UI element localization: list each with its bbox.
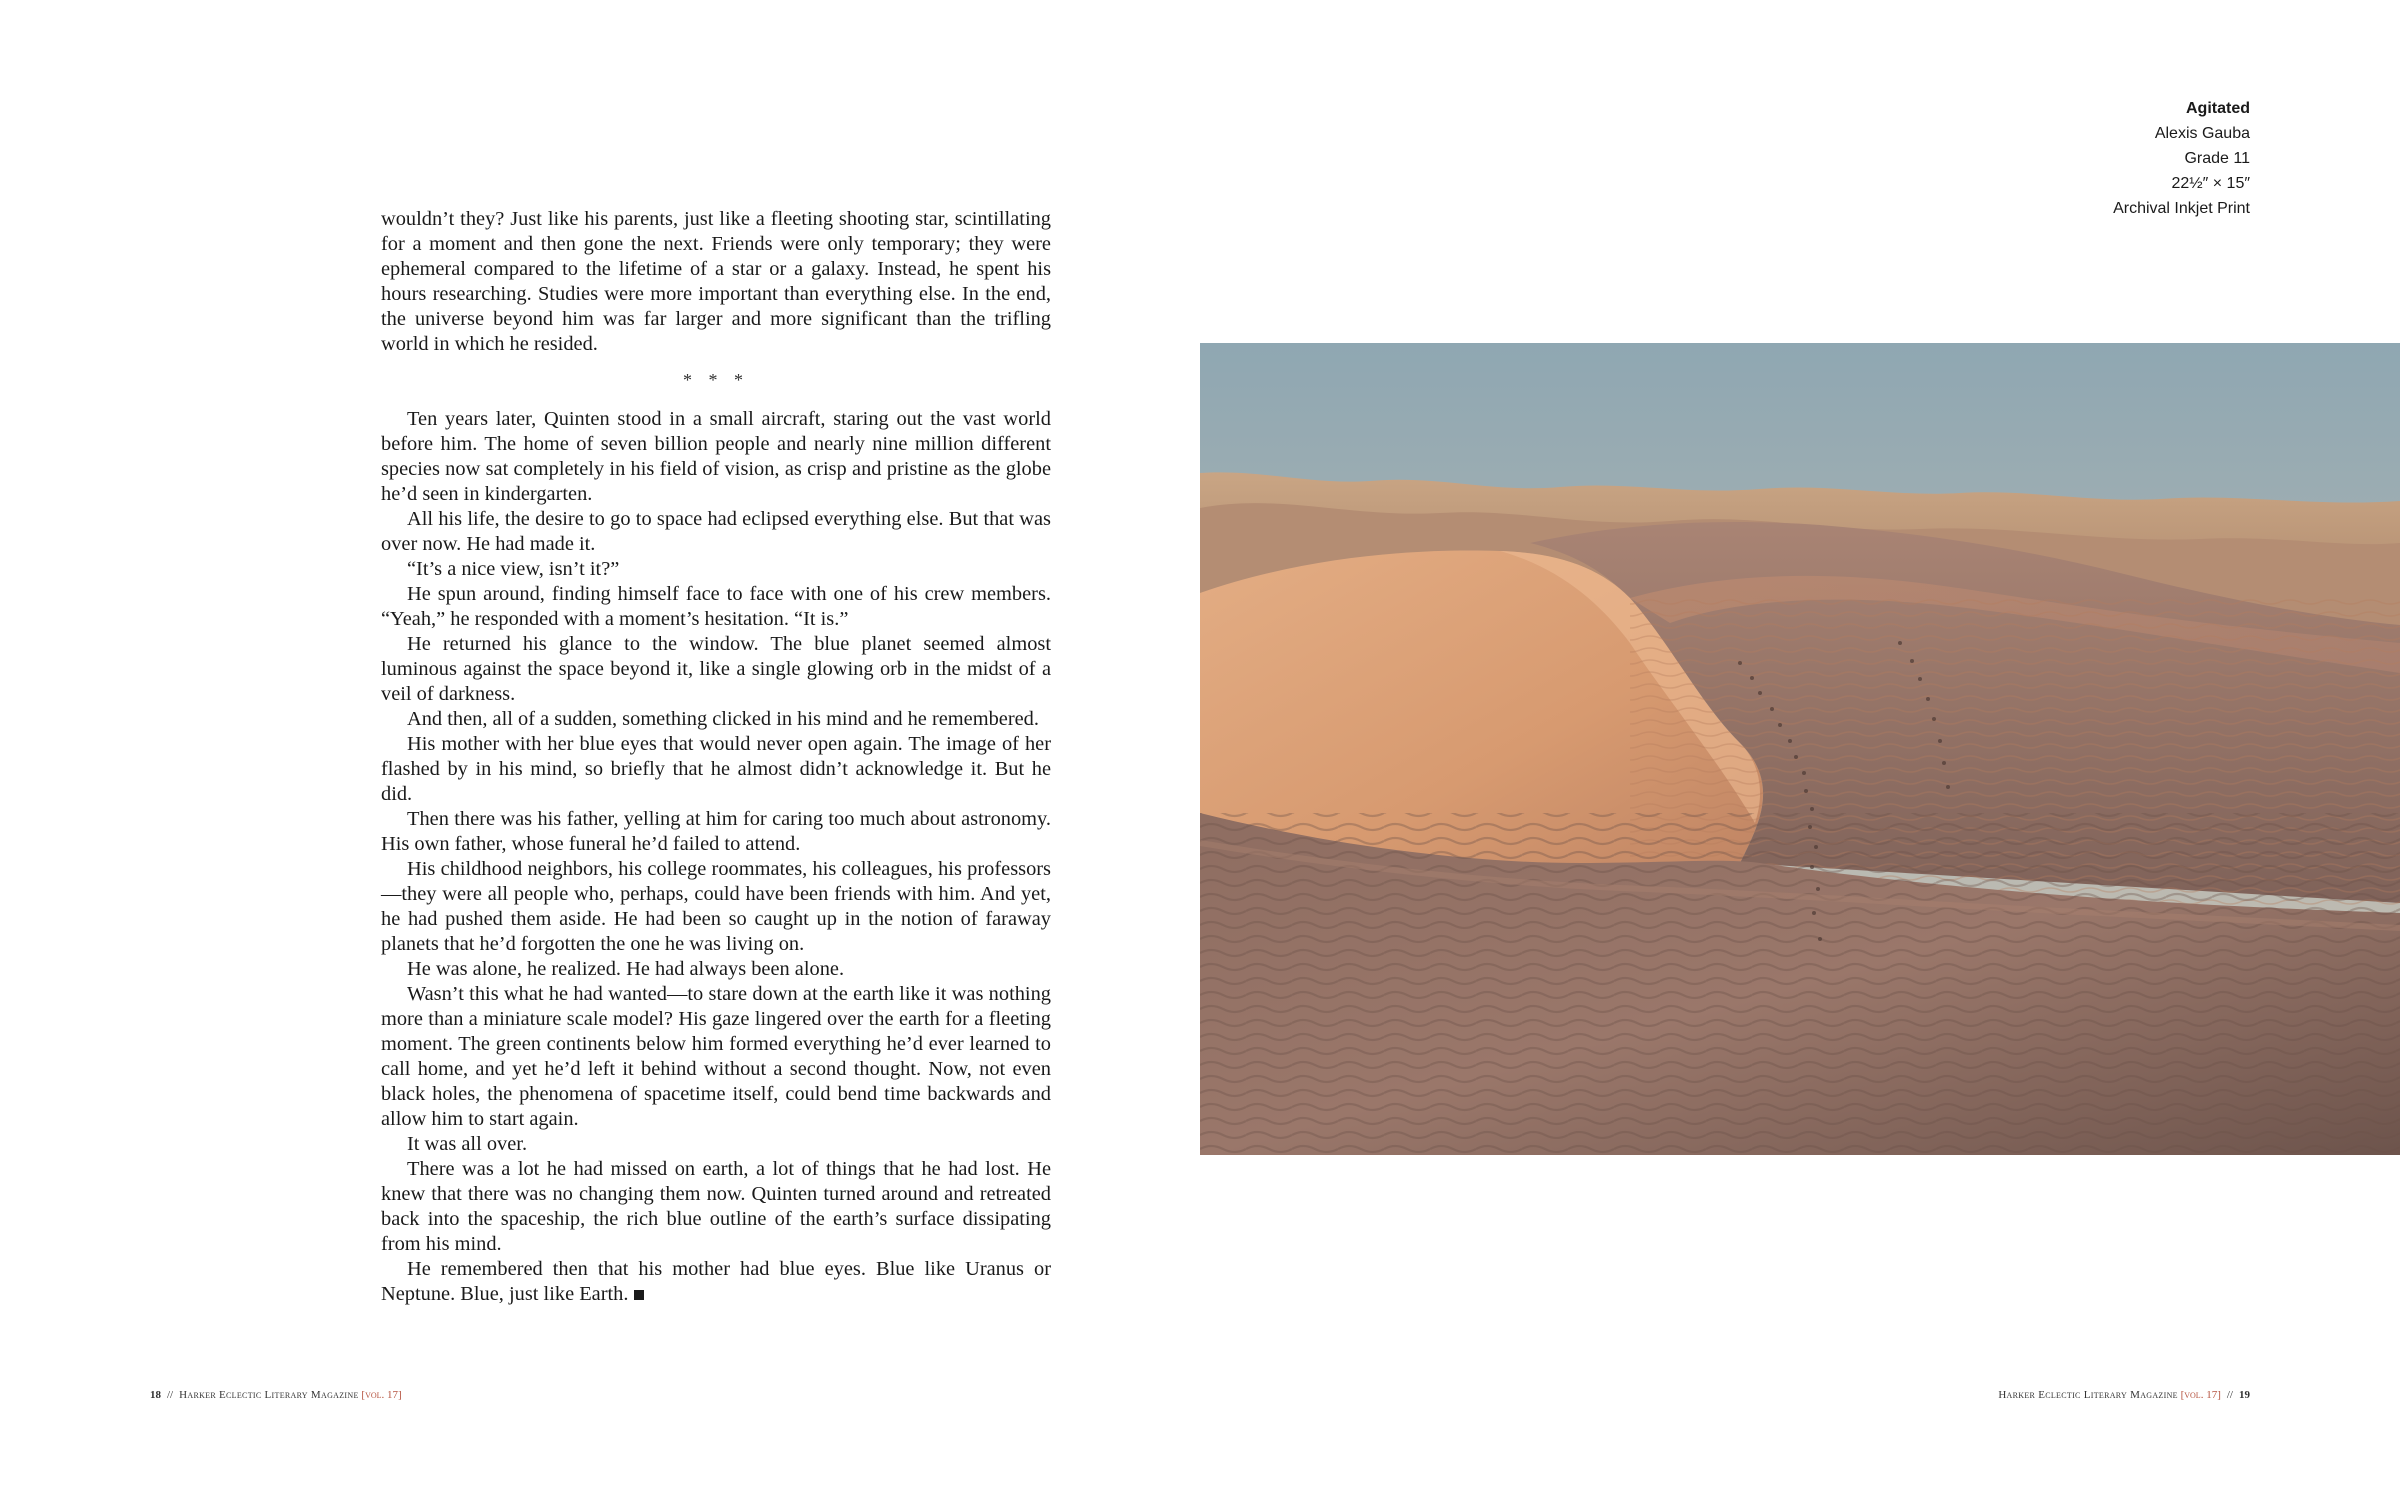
artwork-caption: [2113, 96, 2250, 221]
volume-label: [vol. 17]: [2180, 1389, 2221, 1401]
story-paragraph: He returned his glance to the window. The blue planet seemed almost luminous against the space beyond it, like a single glowing orb in the midst of a veil of darkness.: [381, 633, 1051, 705]
story-paragraph: “It’s a nice view, isn’t it?”: [407, 558, 620, 580]
story-final-paragraph: [381, 1257, 1051, 1307]
story-paragraph: It was all over.: [407, 1133, 528, 1155]
left-footer: [150, 1389, 402, 1401]
story-paragraph: He spun around, finding himself face to face with one of his crew members. “Yeah,” he responded with a moment’s hesitation. “It is.”: [381, 583, 1051, 630]
story-paragraph: All his life, the desire to go to space had eclipsed everything else. But that was over now. He had made it.: [381, 508, 1051, 555]
right-page: [1200, 0, 2400, 1500]
story-final-text: He remembered then that his mother had blue eyes. Blue like Uranus or Neptune. Blue, just like Earth.: [381, 1258, 1051, 1305]
page-number: 19: [2239, 1389, 2250, 1401]
story-opening-paragraph: wouldn’t they? Just like his parents, just like a fleeting shooting star, scintillating for a moment and then gone the next. Friends were only temporary; they were ephemeral compared to the lifetime of a star or a galaxy. Instead, he spent his hours researching. Studies were more important than everything else. In the end, the universe beyond him was far larger and more significant than the trifling world in which he resided.: [381, 208, 1051, 355]
story-paragraph: There was a lot he had missed on earth, a lot of things that he had lost. He knew that there was no changing them now. Quinten turned around and retreated back into the spaceship, the rich blue outline of the earth’s surface dissipating from his mind.: [381, 1158, 1051, 1255]
story-paragraph: His childhood neighbors, his college roommates, his colleagues, his professors—they were all people who, perhaps, could have been friends with him. And yet, he had pushed them aside. He had been so caught up in the notion of faraway planets that he’d forgotten the one he was living on.: [381, 858, 1051, 955]
story-paragraph: Wasn’t this what he had wanted—to stare down at the earth like it was nothing more than a miniature scale model? His gaze lingered over the earth for a fleeting moment. The green continents below him formed everything he’d ever learned to call home, and yet he’d left it behind without a second thought. Now, not even black holes, the phenomena of spacetime itself, could bend time backwards and allow him to start again.: [381, 983, 1051, 1130]
story-text: [381, 207, 1051, 1307]
right-footer: [1998, 1389, 2250, 1401]
volume-label: [vol. 17]: [361, 1389, 402, 1401]
artwork-medium: Archival Inkjet Print: [2113, 200, 2250, 217]
artwork-title: Agitated: [2186, 100, 2250, 117]
section-break: * * *: [683, 370, 749, 390]
desert-dunes-photo: [1200, 343, 2400, 1155]
artwork-dimensions: 22½″ × 15″: [2171, 175, 2250, 192]
story-paragraph: His mother with her blue eyes that would never open again. The image of her flashed by in his mind, so briefly that he almost didn’t acknowledge it. But he did.: [381, 733, 1051, 805]
story-paragraph: He was alone, he realized. He had always been alone.: [407, 958, 845, 980]
end-mark-icon: [634, 1290, 644, 1300]
story-paragraph: And then, all of a sudden, something clicked in his mind and he remembered.: [407, 708, 1039, 730]
page-number: 18: [150, 1389, 161, 1401]
story-paragraph: Ten years later, Quinten stood in a small aircraft, staring out the vast world before him. The home of seven billion people and nearly nine million different species now sat completely in his field of vision, as crisp and pristine as the globe he’d seen in kindergarten.: [381, 408, 1051, 505]
story-paragraph: Then there was his father, yelling at him for caring too much about astronomy. His own father, whose funeral he’d failed to attend.: [381, 808, 1051, 855]
artwork-grade: Grade 11: [2184, 150, 2250, 167]
artwork-artist: Alexis Gauba: [2154, 125, 2250, 142]
footer-separator: //: [167, 1389, 174, 1401]
magazine-name: Harker Eclectic Literary Magazine: [1998, 1389, 2178, 1401]
magazine-name: Harker Eclectic Literary Magazine: [179, 1389, 359, 1401]
desert-dunes-image: [1200, 343, 2400, 1155]
footer-separator: //: [2226, 1389, 2233, 1401]
